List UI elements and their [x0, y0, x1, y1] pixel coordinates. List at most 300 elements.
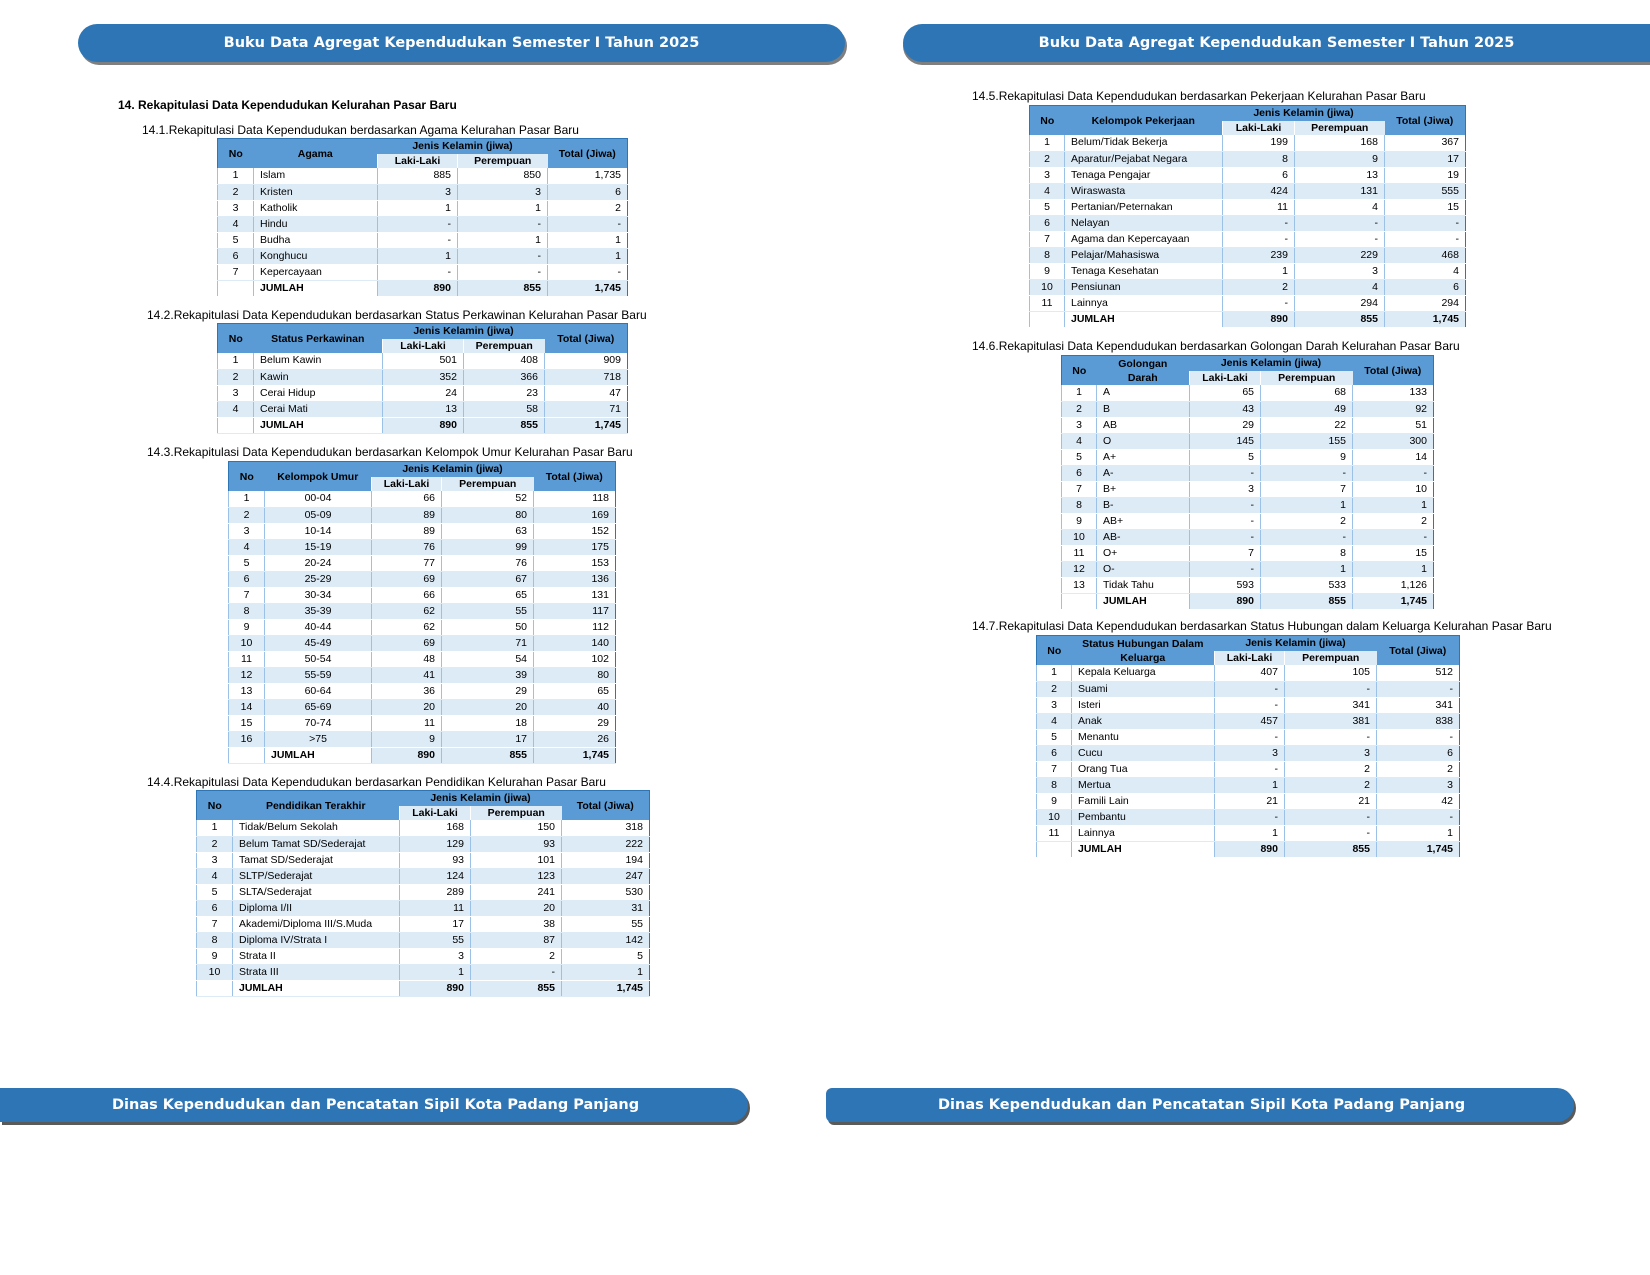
cell-total: 102	[534, 651, 616, 667]
cell-total: 142	[562, 932, 650, 948]
cell-no: 3	[1037, 697, 1072, 713]
cell-total: 175	[534, 539, 616, 555]
cell-category: 40-44	[265, 619, 372, 635]
cell-no: 12	[229, 667, 265, 683]
cell-no: 5	[229, 555, 265, 571]
cell-laki: 55	[400, 932, 471, 948]
cell-no: 14	[229, 699, 265, 715]
cell-laki: 3	[1190, 481, 1261, 497]
cell-perempuan: 850	[458, 168, 548, 184]
cell-perempuan: 150	[471, 820, 562, 836]
cell-total: 6	[548, 184, 628, 200]
cell-laki: 11	[1223, 199, 1295, 215]
cell-no	[197, 980, 233, 996]
cell-laki: 6	[1223, 167, 1295, 183]
cell-category: SLTA/Sederajat	[233, 884, 400, 900]
table-row	[229, 555, 616, 571]
cell-category: Cerai Mati	[254, 401, 383, 417]
cell-total: -	[548, 264, 628, 280]
cell-no: 9	[1037, 793, 1072, 809]
cell-laki: 1	[1215, 825, 1285, 841]
cell-total: 14	[1353, 449, 1434, 465]
table-umur	[228, 461, 616, 764]
table-row	[1062, 497, 1434, 513]
col-header-laki: Laki-Laki	[1190, 371, 1261, 386]
cell-perempuan: 7	[1261, 481, 1353, 497]
cell-no: 9	[1030, 263, 1065, 279]
cell-no: 8	[1037, 777, 1072, 793]
cell-total: 2	[1377, 761, 1460, 777]
cell-total: -	[548, 216, 628, 232]
table-row	[1062, 465, 1434, 481]
table-row	[1062, 529, 1434, 545]
cell-perempuan: 241	[471, 884, 562, 900]
cell-category: Agama dan Kepercayaan	[1065, 231, 1223, 247]
cell-total: 468	[1385, 247, 1466, 263]
cell-category: Diploma I/II	[233, 900, 400, 916]
table-row	[197, 868, 650, 884]
cell-laki: 65	[1190, 385, 1261, 401]
footer-text-right: Dinas Kependudukan dan Pencatatan Sipil Kota Padang Panjang	[938, 1097, 1466, 1113]
table-row	[1030, 183, 1466, 199]
cell-no: 3	[229, 523, 265, 539]
cell-no: 16	[229, 731, 265, 747]
cell-perempuan: -	[1285, 681, 1377, 697]
cell-laki: 69	[372, 571, 442, 587]
cell-laki: 1	[378, 200, 458, 216]
cell-total-all: 1,745	[534, 747, 616, 763]
cell-category: Lainnya	[1072, 825, 1215, 841]
cell-category: Strata II	[233, 948, 400, 964]
main-title: 14. Rekapitulasi Data Kependudukan Kelurahan Pasar Baru	[118, 98, 457, 112]
cell-perempuan: 80	[442, 507, 534, 523]
table-row	[1030, 215, 1466, 231]
cell-category: Diploma IV/Strata I	[233, 932, 400, 948]
cell-total: 140	[534, 635, 616, 651]
col-header-perempuan: Perempuan	[1261, 371, 1353, 386]
cell-no: 1	[229, 491, 265, 507]
section-title-hubungan: 14.7.Rekapitulasi Data Kependudukan berdasarkan Status Hubungan dalam Keluarga Kelurahan Pasar Baru	[972, 619, 1552, 633]
table-row	[1062, 385, 1434, 401]
cell-total: 133	[1353, 385, 1434, 401]
col-header-category-line2: Keluarga	[1120, 651, 1166, 664]
table-row	[229, 667, 616, 683]
table-agama	[217, 138, 628, 297]
cell-no: 6	[218, 248, 254, 264]
cell-no: 3	[197, 852, 233, 868]
cell-no: 15	[229, 715, 265, 731]
cell-laki: 3	[378, 184, 458, 200]
cell-laki: -	[1215, 681, 1285, 697]
cell-no: 5	[218, 232, 254, 248]
col-header-laki: Laki-Laki	[400, 806, 471, 821]
cell-perempuan: 131	[1295, 183, 1385, 199]
cell-total: 47	[545, 385, 628, 401]
cell-no	[229, 747, 265, 763]
cell-total: 71	[545, 401, 628, 417]
cell-category: Konghucu	[254, 248, 378, 264]
cell-no: 6	[229, 571, 265, 587]
cell-perempuan: 2	[1285, 777, 1377, 793]
table-row	[229, 683, 616, 699]
cell-perempuan: -	[458, 248, 548, 264]
cell-laki: 457	[1215, 713, 1285, 729]
footer-text-left: Dinas Kependudukan dan Pencatatan Sipil Kota Padang Panjang	[112, 1097, 640, 1113]
col-header-jenis-kelamin: Jenis Kelamin (jiwa)	[1223, 106, 1385, 121]
cell-laki: -	[1215, 729, 1285, 745]
cell-category: Aparatur/Pejabat Negara	[1065, 151, 1223, 167]
cell-total: 512	[1377, 665, 1460, 681]
cell-laki: 41	[372, 667, 442, 683]
cell-laki: -	[1223, 231, 1295, 247]
table-row	[218, 216, 628, 232]
cell-total: 5	[562, 948, 650, 964]
cell-total: 26	[534, 731, 616, 747]
cell-no: 5	[1030, 199, 1065, 215]
cell-no: 12	[1062, 561, 1097, 577]
col-header-category	[1072, 636, 1215, 666]
table-row	[229, 619, 616, 635]
cell-total: 1	[562, 964, 650, 980]
cell-no: 3	[218, 200, 254, 216]
cell-category: Lainnya	[1065, 295, 1223, 311]
cell-perempuan: 20	[442, 699, 534, 715]
cell-category: Kepercayaan	[254, 264, 378, 280]
cell-laki: 76	[372, 539, 442, 555]
cell-perempuan: 3	[1295, 263, 1385, 279]
cell-total-perempuan: 855	[442, 747, 534, 763]
cell-total: 42	[1377, 793, 1460, 809]
cell-no: 2	[197, 836, 233, 852]
cell-laki: 9	[372, 731, 442, 747]
col-header-jenis-kelamin: Jenis Kelamin (jiwa)	[378, 139, 548, 154]
cell-laki: -	[1215, 809, 1285, 825]
table-row	[229, 587, 616, 603]
cell-total: -	[1385, 231, 1466, 247]
table-row	[229, 539, 616, 555]
table-row	[218, 200, 628, 216]
cell-category: Belum Kawin	[254, 353, 383, 369]
cell-total-laki: 890	[1215, 841, 1285, 857]
cell-perempuan: 52	[442, 491, 534, 507]
cell-laki: 93	[400, 852, 471, 868]
cell-no: 1	[218, 353, 254, 369]
cell-category: 10-14	[265, 523, 372, 539]
cell-category: Kepala Keluarga	[1072, 665, 1215, 681]
table-total-row	[1030, 311, 1466, 327]
cell-perempuan: -	[471, 964, 562, 980]
header-banner-right	[903, 24, 1650, 62]
cell-no: 10	[229, 635, 265, 651]
cell-perempuan: 1	[458, 200, 548, 216]
cell-total: 367	[1385, 135, 1466, 151]
cell-perempuan: 123	[471, 868, 562, 884]
cell-laki: -	[1190, 561, 1261, 577]
cell-perempuan: 105	[1285, 665, 1377, 681]
cell-category: 45-49	[265, 635, 372, 651]
cell-no	[1062, 593, 1097, 609]
cell-category: Cucu	[1072, 745, 1215, 761]
cell-category: B-	[1097, 497, 1190, 513]
cell-perempuan: 3	[1285, 745, 1377, 761]
cell-perempuan: 381	[1285, 713, 1377, 729]
cell-total-all: 1,745	[548, 280, 628, 296]
table-row	[1037, 793, 1460, 809]
cell-jumlah-label: JUMLAH	[265, 747, 372, 763]
cell-category: AB+	[1097, 513, 1190, 529]
cell-perempuan: -	[1261, 465, 1353, 481]
cell-laki: -	[378, 216, 458, 232]
cell-category: 55-59	[265, 667, 372, 683]
cell-total: 80	[534, 667, 616, 683]
table-darah	[1061, 355, 1434, 610]
table-row	[1062, 417, 1434, 433]
cell-total: 92	[1353, 401, 1434, 417]
table-row	[1037, 761, 1460, 777]
cell-category: Tidak/Belum Sekolah	[233, 820, 400, 836]
table-row	[1037, 825, 1460, 841]
table-row	[218, 232, 628, 248]
cell-perempuan: 54	[442, 651, 534, 667]
cell-no: 4	[218, 401, 254, 417]
cell-total: 153	[534, 555, 616, 571]
col-header-jenis-kelamin: Jenis Kelamin (jiwa)	[1190, 356, 1353, 371]
cell-total-all: 1,745	[1385, 311, 1466, 327]
cell-no: 7	[218, 264, 254, 280]
table-row	[229, 635, 616, 651]
cell-total: 838	[1377, 713, 1460, 729]
cell-perempuan: 67	[442, 571, 534, 587]
cell-category: Pensiunan	[1065, 279, 1223, 295]
cell-category: Isteri	[1072, 697, 1215, 713]
cell-total: 1,126	[1353, 577, 1434, 593]
table-row	[1037, 729, 1460, 745]
cell-total: 1	[1353, 561, 1434, 577]
col-header-total: Total (Jiwa)	[534, 462, 616, 492]
cell-total: 294	[1385, 295, 1466, 311]
cell-perempuan: 65	[442, 587, 534, 603]
cell-total-perempuan: 855	[458, 280, 548, 296]
header-title-right: Buku Data Agregat Kependudukan Semester I Tahun 2025	[1038, 35, 1515, 51]
cell-category: 30-34	[265, 587, 372, 603]
table-hubungan	[1036, 635, 1460, 858]
cell-laki: 69	[372, 635, 442, 651]
cell-laki: -	[1223, 295, 1295, 311]
cell-total: 169	[534, 507, 616, 523]
col-header-perempuan: Perempuan	[464, 339, 545, 354]
cell-no: 1	[1030, 135, 1065, 151]
cell-total-perempuan: 855	[1285, 841, 1377, 857]
cell-total: 6	[1385, 279, 1466, 295]
cell-category: A	[1097, 385, 1190, 401]
cell-laki: 36	[372, 683, 442, 699]
section-title-perkawinan: 14.2.Rekapitulasi Data Kependudukan berdasarkan Status Perkawinan Kelurahan Pasar Baru	[147, 308, 647, 322]
cell-category: 00-04	[265, 491, 372, 507]
cell-no: 8	[229, 603, 265, 619]
col-header-category	[1097, 356, 1190, 386]
cell-perempuan: -	[1285, 729, 1377, 745]
cell-total: 530	[562, 884, 650, 900]
section-title-darah: 14.6.Rekapitulasi Data Kependudukan berdasarkan Golongan Darah Kelurahan Pasar Baru	[972, 339, 1460, 353]
cell-total: 194	[562, 852, 650, 868]
cell-laki: 501	[383, 353, 464, 369]
col-header-laki: Laki-Laki	[372, 477, 442, 492]
cell-laki: 3	[400, 948, 471, 964]
cell-laki: 62	[372, 603, 442, 619]
col-header-no: No	[1037, 636, 1072, 666]
cell-category: 70-74	[265, 715, 372, 731]
table-row	[1037, 681, 1460, 697]
cell-total: 222	[562, 836, 650, 852]
cell-total: 117	[534, 603, 616, 619]
cell-category: Belum/Tidak Bekerja	[1065, 135, 1223, 151]
col-header-laki: Laki-Laki	[383, 339, 464, 354]
cell-laki: 1	[400, 964, 471, 980]
cell-no: 1	[1062, 385, 1097, 401]
cell-no: 2	[229, 507, 265, 523]
cell-laki: 3	[1215, 745, 1285, 761]
table-row	[218, 168, 628, 184]
cell-category: O+	[1097, 545, 1190, 561]
cell-no: 10	[1037, 809, 1072, 825]
cell-perempuan: 23	[464, 385, 545, 401]
cell-category: AB	[1097, 417, 1190, 433]
cell-no: 3	[1030, 167, 1065, 183]
cell-perempuan: 93	[471, 836, 562, 852]
table-row	[229, 491, 616, 507]
cell-category: Menantu	[1072, 729, 1215, 745]
cell-total: 909	[545, 353, 628, 369]
cell-no: 6	[1062, 465, 1097, 481]
cell-laki: 11	[400, 900, 471, 916]
col-header-no: No	[229, 462, 265, 492]
table-total-row	[218, 417, 628, 433]
cell-perempuan: 294	[1295, 295, 1385, 311]
table-row	[1037, 745, 1460, 761]
cell-laki: 168	[400, 820, 471, 836]
cell-laki: 24	[383, 385, 464, 401]
cell-total: -	[1377, 809, 1460, 825]
cell-jumlah-label: JUMLAH	[1097, 593, 1190, 609]
table-row	[1062, 449, 1434, 465]
cell-laki: 124	[400, 868, 471, 884]
cell-no: 5	[1062, 449, 1097, 465]
footer-banner-left	[0, 1088, 748, 1122]
table-row	[1030, 263, 1466, 279]
table-row	[197, 820, 650, 836]
table-row	[1062, 561, 1434, 577]
col-header-perempuan: Perempuan	[442, 477, 534, 492]
cell-perempuan: 1	[1261, 497, 1353, 513]
cell-jumlah-label: JUMLAH	[1065, 311, 1223, 327]
cell-laki: -	[1190, 529, 1261, 545]
table-row	[1030, 231, 1466, 247]
cell-total: 318	[562, 820, 650, 836]
cell-category: Cerai Hidup	[254, 385, 383, 401]
table-row	[1062, 545, 1434, 561]
cell-category: O	[1097, 433, 1190, 449]
cell-category: Strata III	[233, 964, 400, 980]
cell-perempuan: 17	[442, 731, 534, 747]
cell-category: Tamat SD/Sederajat	[233, 852, 400, 868]
table-row	[218, 248, 628, 264]
cell-laki: -	[1223, 215, 1295, 231]
cell-total: 29	[534, 715, 616, 731]
cell-total: 19	[1385, 167, 1466, 183]
table-row	[229, 603, 616, 619]
cell-perempuan: 168	[1295, 135, 1385, 151]
table-row	[1030, 247, 1466, 263]
cell-laki: 145	[1190, 433, 1261, 449]
cell-category: 20-24	[265, 555, 372, 571]
cell-perempuan: 20	[471, 900, 562, 916]
col-header-no: No	[197, 791, 233, 821]
table-row	[1062, 513, 1434, 529]
table-row	[1037, 809, 1460, 825]
cell-category: Hindu	[254, 216, 378, 232]
table-row	[229, 571, 616, 587]
cell-perempuan: 49	[1261, 401, 1353, 417]
cell-laki: 66	[372, 587, 442, 603]
table-row	[197, 932, 650, 948]
cell-category: Anak	[1072, 713, 1215, 729]
cell-jumlah-label: JUMLAH	[254, 417, 383, 433]
col-header-jenis-kelamin: Jenis Kelamin (jiwa)	[383, 324, 545, 339]
table-pendidikan	[196, 790, 650, 997]
cell-category: Budha	[254, 232, 378, 248]
cell-perempuan: 50	[442, 619, 534, 635]
cell-perempuan: -	[458, 264, 548, 280]
cell-no: 4	[1030, 183, 1065, 199]
cell-no: 9	[1062, 513, 1097, 529]
cell-perempuan: -	[1285, 825, 1377, 841]
cell-perempuan: 71	[442, 635, 534, 651]
cell-perempuan: 366	[464, 369, 545, 385]
cell-no: 11	[1062, 545, 1097, 561]
cell-laki: 77	[372, 555, 442, 571]
cell-laki: 407	[1215, 665, 1285, 681]
table-row	[1037, 713, 1460, 729]
cell-total: 555	[1385, 183, 1466, 199]
table-row	[1030, 279, 1466, 295]
cell-total: 2	[1353, 513, 1434, 529]
cell-laki: 5	[1190, 449, 1261, 465]
cell-laki: 352	[383, 369, 464, 385]
cell-no: 4	[218, 216, 254, 232]
table-row	[218, 401, 628, 417]
cell-no: 5	[1037, 729, 1072, 745]
cell-laki: -	[1215, 761, 1285, 777]
cell-category: >75	[265, 731, 372, 747]
table-total-row	[1037, 841, 1460, 857]
cell-perempuan: -	[1295, 231, 1385, 247]
cell-perempuan: 341	[1285, 697, 1377, 713]
cell-perempuan: 9	[1295, 151, 1385, 167]
col-header-category: Pendidikan Terakhir	[233, 791, 400, 821]
col-header-no: No	[1030, 106, 1065, 136]
table-row	[218, 264, 628, 280]
cell-total: 152	[534, 523, 616, 539]
cell-perempuan: 2	[1285, 761, 1377, 777]
col-header-total: Total (Jiwa)	[1353, 356, 1434, 386]
col-header-no: No	[218, 139, 254, 169]
cell-perempuan: 38	[471, 916, 562, 932]
cell-laki: 43	[1190, 401, 1261, 417]
cell-no: 2	[218, 369, 254, 385]
table-row	[197, 836, 650, 852]
cell-no: 2	[1062, 401, 1097, 417]
cell-total: 300	[1353, 433, 1434, 449]
